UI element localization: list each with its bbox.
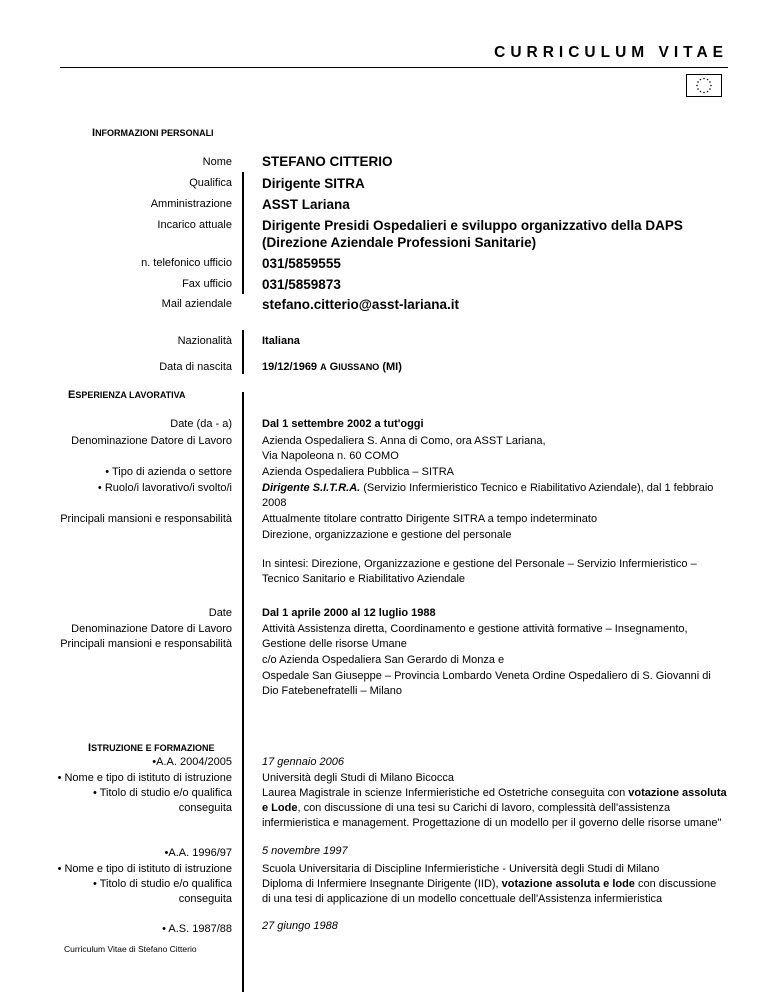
nascita-value: 19/12/1969 A GIUSSANO (MI) xyxy=(262,361,402,373)
job1-date: Dal 1 settembre 2002 a tut'oggi xyxy=(262,418,424,430)
document-title: CURRICULUM VITAE xyxy=(494,44,728,61)
ed2-titolo-label-2: conseguita xyxy=(178,893,232,905)
job2-mansioni-label: Principali mansioni e responsabilità xyxy=(60,638,232,650)
ed1-istituto: Università degli Studi di Milano Bicocca xyxy=(262,772,454,784)
ed1-titolo-label-2: conseguita xyxy=(178,802,232,814)
job1-datore-line2: Via Napoleona n. 60 COMO xyxy=(262,450,399,462)
telefono-label: n. telefonico ufficio xyxy=(141,257,232,269)
job1-ruolo-label: • Ruolo/i lavorativo/i svolto/i xyxy=(97,482,232,494)
job2-line3: Ospedale San Giuseppe – Provincia Lombardo Veneta Ordine Ospedaliero di S. Giovanni di Dio Fatebenefratelli – Milano xyxy=(262,670,711,697)
ed2-istituto-label: • Nome e tipo di istituto di istruzione xyxy=(57,863,232,875)
header-rule xyxy=(60,67,728,68)
ed1-istituto-label: • Nome e tipo di istituto di istruzione xyxy=(57,772,232,784)
mail-label: Mail aziendale xyxy=(161,298,232,310)
ed1-titolo: Laurea Magistrale in scienze Infermieristiche ed Ostetriche conseguita con votazione assoluta e Lode, con discussione di una tesi su Carichi di lavoro, complessità dell'assistenza infermieristica e management. Progettazione di un modello per il governo delle risorse umane" xyxy=(262,787,727,829)
ed2-date: 5 novembre 1997 xyxy=(262,845,348,857)
ed2-titolo-label: • Titolo di studio e/o qualifica xyxy=(93,878,232,890)
job2-line2: c/o Azienda Ospedaliera San Gerardo di Monza e xyxy=(262,654,505,666)
job2-date: Dal 1 aprile 2000 al 12 luglio 1988 xyxy=(262,607,436,619)
job1-tipo: Azienda Ospedaliera Pubblica – SITRA xyxy=(262,466,454,478)
eu-stars-icon xyxy=(687,75,721,96)
job1-mansioni-label: Principali mansioni e responsabilità xyxy=(60,513,232,525)
qualifica-label: Qualifica xyxy=(189,177,232,189)
nascita-label: Data di nascita xyxy=(159,361,232,373)
ed1-year-label: •A.A. 2004/2005 xyxy=(152,756,232,768)
amministrazione-value: ASST Lariana xyxy=(262,197,350,212)
qualifica-value: Dirigente SITRA xyxy=(262,176,365,191)
incarico-value-line2: (Direzione Aziendale Professioni Sanitarie) xyxy=(262,235,537,250)
ed2-istituto: Scuola Universitaria di Discipline Infermieristiche - Università degli Studi di Milano xyxy=(262,863,660,875)
section-heading-education: ISTRUZIONE E FORMAZIONE xyxy=(88,742,215,754)
job2-date-label: Date xyxy=(208,607,232,619)
fax-label: Fax ufficio xyxy=(182,278,232,290)
job1-tipo-label: • Tipo di azienda o settore xyxy=(105,466,232,478)
section-heading-experience: ESPERIENZA LAVORATIVA xyxy=(68,389,186,401)
job1-mansioni-line2: Direzione, organizzazione e gestione del personale xyxy=(262,529,512,541)
column-divider xyxy=(242,330,244,374)
incarico-value-line1: Dirigente Presidi Ospedalieri e sviluppo organizzativo della DAPS xyxy=(262,218,683,233)
ed1-date: 17 gennaio 2006 xyxy=(262,756,344,768)
section-heading-personal: INFORMAZIONI PERSONALI xyxy=(92,127,214,139)
job2-datore-label: Denominazione Datore di Lavoro xyxy=(71,623,232,635)
eu-flag-logo xyxy=(686,74,722,97)
job1-sintesi: In sintesi: Direzione, Organizzazione e gestione del Personale – Servizio Infermieristico – Tecnico Sanitario e Riabilitativo Aziendale xyxy=(262,558,697,585)
incarico-label: Incarico attuale xyxy=(157,219,232,231)
job1-ruolo: Dirigente S.I.T.R.A. (Servizio Infermieristico Tecnico e Riabilitativo Aziendale), dal 1 febbraio 2008 xyxy=(262,482,714,509)
nome-value: STEFANO CITTERIO xyxy=(262,154,393,169)
ed1-titolo-label: • Titolo di studio e/o qualifica xyxy=(93,787,232,799)
telefono-value: 031/5859555 xyxy=(262,256,341,271)
nazionalita-label: Nazionalità xyxy=(177,335,232,347)
fax-value: 031/5859873 xyxy=(262,277,341,292)
mail-value: stefano.citterio@asst-lariana.it xyxy=(262,297,459,312)
column-divider xyxy=(242,392,244,992)
amministrazione-label: Amministrazione xyxy=(150,198,232,210)
nazionalita-value: Italiana xyxy=(262,335,300,347)
ed2-titolo: Diploma di Infermiere Insegnante Dirigente (IID), votazione assoluta e lode con discussione di una tesi di applicazione di un modello concettuale dell'Assistenza infermieristica xyxy=(262,878,717,905)
job1-date-label: Date (da - a) xyxy=(170,418,232,430)
ed3-date: 27 giungo 1988 xyxy=(262,920,338,932)
job1-datore-line1: Azienda Ospedaliera S. Anna di Como, ora ASST Lariana, xyxy=(262,435,546,447)
job2-line1: Attività Assistenza diretta, Coordinamento e gestione attività formative – Insegnamento, Gestione delle risorse Umane xyxy=(262,623,688,650)
job1-mansioni-line1: Attualmente titolare contratto Dirigente SITRA a tempo indeterminato xyxy=(262,513,598,525)
ed3-year-label: • A.S. 1987/88 xyxy=(162,923,232,935)
ed2-year-label: •A.A. 1996/97 xyxy=(164,847,232,859)
column-divider xyxy=(242,172,244,294)
nome-label: Nome xyxy=(202,156,232,168)
job1-datore-label: Denominazione Datore di Lavoro xyxy=(71,435,232,447)
page-footer: Curriculum Vitae di Stefano Citterio xyxy=(64,944,197,954)
